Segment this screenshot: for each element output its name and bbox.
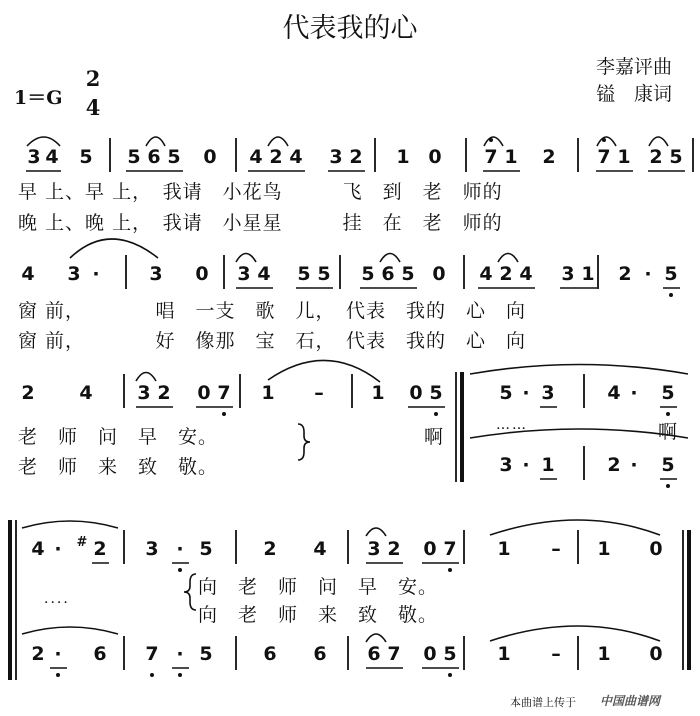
bar-lines bbox=[110, 138, 693, 172]
slurs bbox=[136, 360, 688, 438]
note: 1 bbox=[504, 146, 518, 168]
note: 1 bbox=[371, 382, 385, 404]
note: 5 bbox=[199, 643, 213, 665]
note: 0 bbox=[649, 538, 663, 560]
note: 5 bbox=[443, 643, 457, 665]
note: · bbox=[630, 454, 638, 476]
slurs bbox=[22, 520, 660, 642]
song-title: 代表我的心 bbox=[282, 13, 418, 44]
note: – bbox=[314, 382, 324, 404]
note: 3 bbox=[237, 263, 251, 285]
note: 4 bbox=[79, 382, 93, 404]
note: · bbox=[176, 643, 184, 665]
octave-dots bbox=[222, 412, 670, 488]
note: 5 bbox=[317, 263, 331, 285]
note: 0 bbox=[409, 382, 423, 404]
octave-dots bbox=[669, 293, 673, 297]
note: 2 bbox=[387, 538, 401, 560]
key-signature: 1＝G bbox=[14, 87, 63, 109]
note: 3 bbox=[499, 454, 513, 476]
slurs bbox=[70, 239, 518, 262]
note: 2 bbox=[263, 538, 277, 560]
octave-dots bbox=[56, 568, 452, 677]
note: 5 bbox=[167, 146, 181, 168]
note: 1 bbox=[581, 263, 595, 285]
note: 7 bbox=[443, 538, 457, 560]
note: 2 bbox=[157, 382, 171, 404]
time-signature-top: 2 bbox=[85, 66, 101, 91]
note: 4 bbox=[21, 263, 35, 285]
note: 5 bbox=[499, 382, 513, 404]
note: 7 bbox=[145, 643, 159, 665]
note: 2 bbox=[269, 146, 283, 168]
note: – bbox=[551, 643, 561, 665]
continuation-dots: …… bbox=[496, 417, 528, 433]
note: 6 bbox=[313, 643, 327, 665]
note: 5 bbox=[127, 146, 141, 168]
note: 2 bbox=[618, 263, 632, 285]
note: 1 bbox=[597, 538, 611, 560]
note: 4 bbox=[31, 538, 45, 560]
note: 3 bbox=[367, 538, 381, 560]
note: 3 bbox=[137, 382, 151, 404]
note: 0 bbox=[203, 146, 217, 168]
note: 7 bbox=[387, 643, 401, 665]
note: 5 bbox=[669, 146, 683, 168]
note: · bbox=[54, 538, 62, 560]
note: 3 bbox=[27, 146, 41, 168]
lyric-verse-1: 早 上、早 上， 我请 小花鸟 飞 到 老 师的 bbox=[18, 181, 503, 203]
note: 6 bbox=[381, 263, 395, 285]
note: 5 bbox=[297, 263, 311, 285]
note: · bbox=[92, 263, 100, 285]
note: 1 bbox=[497, 538, 511, 560]
note: · bbox=[522, 382, 530, 404]
bar-lines bbox=[126, 255, 598, 289]
bar-lines bbox=[10, 520, 689, 680]
note: 0 bbox=[428, 146, 442, 168]
note: 4 bbox=[607, 382, 621, 404]
note: 2 bbox=[542, 146, 556, 168]
note: 2 bbox=[649, 146, 663, 168]
lyric-brace bbox=[298, 424, 310, 460]
note: 2 bbox=[499, 263, 513, 285]
note: 4 bbox=[519, 263, 533, 285]
slurs bbox=[27, 137, 668, 146]
note: · bbox=[644, 263, 652, 285]
note: 6 bbox=[147, 146, 161, 168]
continuation-dots: ···· bbox=[44, 595, 70, 611]
note: 1 bbox=[597, 643, 611, 665]
note: 6 bbox=[93, 643, 107, 665]
note: 4 bbox=[257, 263, 271, 285]
lyric-brace bbox=[184, 574, 196, 610]
note: 1 bbox=[261, 382, 275, 404]
lyric-verse-2: 老 师 来 致 敬。 bbox=[18, 456, 219, 478]
note: 5 bbox=[661, 382, 675, 404]
note: 5 bbox=[361, 263, 375, 285]
octave-dots bbox=[489, 138, 606, 142]
time-signature-bottom: 4 bbox=[85, 95, 101, 120]
note: 4 bbox=[249, 146, 263, 168]
note: 5 bbox=[401, 263, 415, 285]
note: 5 bbox=[429, 382, 443, 404]
note: 3 bbox=[561, 263, 575, 285]
note: 0 bbox=[432, 263, 446, 285]
beam-underlines bbox=[50, 563, 459, 668]
note: · bbox=[630, 382, 638, 404]
note: 3 bbox=[67, 263, 81, 285]
note: 3 bbox=[541, 382, 555, 404]
note: 0 bbox=[423, 643, 437, 665]
lyric-verse-1: 向 老 师 问 早 安。 bbox=[198, 576, 439, 598]
note: 2 bbox=[349, 146, 363, 168]
note: 2 bbox=[607, 454, 621, 476]
note: 5 bbox=[661, 454, 675, 476]
beam-underlines bbox=[136, 407, 677, 479]
lyric-verse-2: 窗 前， 好 像那 宝 石， 代表 我的 心 向 bbox=[18, 330, 527, 352]
lyric-verse-1: 窗 前， 唱 一支 歌 儿， 代表 我的 心 向 bbox=[18, 300, 527, 322]
note: 4 bbox=[45, 146, 59, 168]
note: 1 bbox=[497, 643, 511, 665]
lyric-verse-2: 晚 上、晚 上， 我请 小星星 挂 在 老 师的 bbox=[18, 212, 503, 234]
note: 0 bbox=[423, 538, 437, 560]
note: 4 bbox=[479, 263, 493, 285]
lyricist-credit: 镒 康词 bbox=[596, 83, 673, 105]
note: 1 bbox=[396, 146, 410, 168]
site-logo: 中国曲谱网 bbox=[600, 694, 661, 708]
note: 5 bbox=[79, 146, 93, 168]
note: 4 bbox=[313, 538, 327, 560]
note: 7 bbox=[217, 382, 231, 404]
note: 6 bbox=[263, 643, 277, 665]
note: 0 bbox=[197, 382, 211, 404]
note: · bbox=[54, 643, 62, 665]
note: 4 bbox=[289, 146, 303, 168]
lyric-verse-1: 老 师 问 早 安。 bbox=[18, 426, 219, 448]
note: 0 bbox=[195, 263, 209, 285]
note: 3 bbox=[149, 263, 163, 285]
note: · bbox=[522, 454, 530, 476]
footer-upload-text: 本曲谱上传于 bbox=[510, 696, 576, 709]
note: – bbox=[551, 538, 561, 560]
note: 3 bbox=[145, 538, 159, 560]
note: 0 bbox=[649, 643, 663, 665]
note: 2 bbox=[93, 538, 107, 560]
note: 7 bbox=[597, 146, 611, 168]
note: 5 bbox=[664, 263, 678, 285]
note: 5 bbox=[199, 538, 213, 560]
note: 2 bbox=[21, 382, 35, 404]
note: 7 bbox=[484, 146, 498, 168]
note: · bbox=[176, 538, 184, 560]
note: 1 bbox=[541, 454, 555, 476]
note: 2 bbox=[31, 643, 45, 665]
interjection-text: 啊 bbox=[424, 426, 445, 448]
note: 1 bbox=[617, 146, 631, 168]
interjection-text: 啊 bbox=[658, 421, 679, 443]
bar-lines bbox=[124, 372, 584, 482]
composer-credit: 李嘉评曲 bbox=[596, 56, 673, 78]
note: 6 bbox=[367, 643, 381, 665]
sharp-sign: # bbox=[76, 535, 88, 550]
note: 3 bbox=[329, 146, 343, 168]
lyric-verse-2: 向 老 师 来 致 敬。 bbox=[198, 604, 439, 626]
